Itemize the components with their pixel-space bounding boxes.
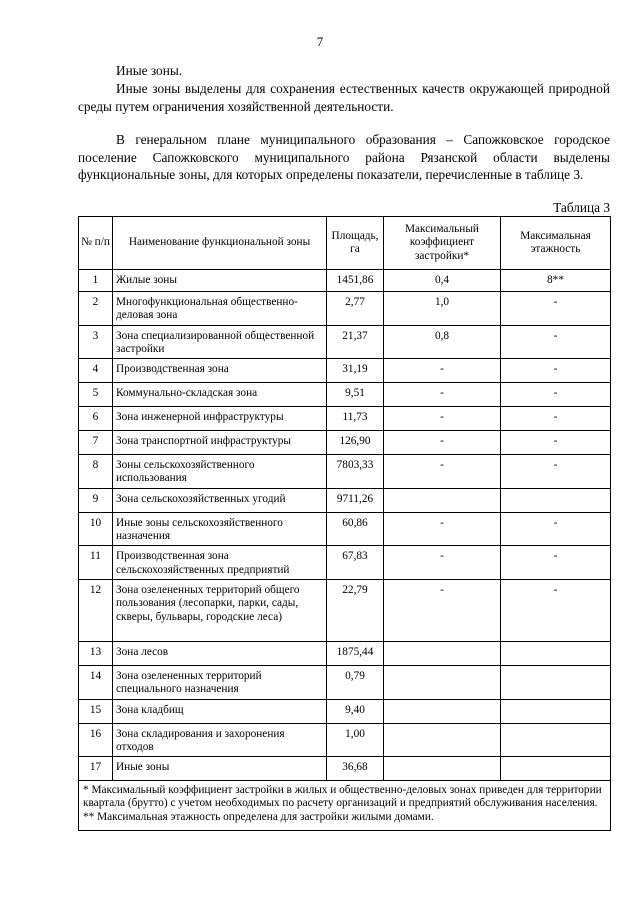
table-row bbox=[79, 383, 611, 407]
table-row bbox=[79, 699, 611, 723]
table-row bbox=[79, 325, 611, 359]
zone-name: Производственная зона сельскохозяйственных предприятий bbox=[113, 546, 327, 580]
zone-floors: 8** bbox=[501, 270, 611, 292]
row-number: 16 bbox=[79, 723, 113, 757]
zone-area: 1,00 bbox=[327, 723, 384, 757]
table-row bbox=[79, 723, 611, 757]
zone-floors bbox=[501, 723, 611, 757]
row-number: 10 bbox=[79, 512, 113, 546]
zone-floors: - bbox=[501, 431, 611, 455]
zone-floors bbox=[501, 641, 611, 665]
zone-area: 9,40 bbox=[327, 699, 384, 723]
zone-floors: - bbox=[501, 383, 611, 407]
zone-coefficient bbox=[384, 699, 501, 723]
zone-area: 67,83 bbox=[327, 546, 384, 580]
table-row bbox=[79, 579, 611, 641]
row-number: 4 bbox=[79, 359, 113, 383]
zone-name: Зона транспортной инфраструктуры bbox=[113, 431, 327, 455]
table-row bbox=[79, 665, 611, 699]
row-number: 8 bbox=[79, 455, 113, 489]
zone-coefficient bbox=[384, 723, 501, 757]
table-row bbox=[79, 512, 611, 546]
zone-floors: - bbox=[501, 359, 611, 383]
zone-name: Зона озелененных территорий общего пользования (лесопарки, парки, сады, скверы, бульвары, городские леса) bbox=[113, 579, 327, 641]
table-notes bbox=[79, 781, 611, 831]
zone-area: 2,77 bbox=[327, 292, 384, 326]
zone-floors bbox=[501, 488, 611, 512]
row-number: 6 bbox=[79, 407, 113, 431]
table-row bbox=[79, 431, 611, 455]
table-notes-row bbox=[79, 781, 611, 831]
zone-name: Иные зоны сельскохозяйственного назначения bbox=[113, 512, 327, 546]
zone-area: 31,19 bbox=[327, 359, 384, 383]
zone-coefficient: - bbox=[384, 512, 501, 546]
note-floors: ** Максимальная этажность определена для застройки жилыми домами. bbox=[83, 810, 434, 823]
zone-floors: - bbox=[501, 325, 611, 359]
zone-area: 126,90 bbox=[327, 431, 384, 455]
zone-coefficient: - bbox=[384, 546, 501, 580]
zone-name: Зоны сельскохозяйственного использования bbox=[113, 455, 327, 489]
table-row bbox=[79, 546, 611, 580]
zone-coefficient: 0,4 bbox=[384, 270, 501, 292]
row-number: 1 bbox=[79, 270, 113, 292]
page-number: 7 bbox=[316, 34, 324, 49]
row-number: 13 bbox=[79, 641, 113, 665]
zone-coefficient bbox=[384, 757, 501, 781]
row-number: 14 bbox=[79, 665, 113, 699]
zone-coefficient: 0,8 bbox=[384, 325, 501, 359]
table-row bbox=[79, 292, 611, 326]
row-number: 12 bbox=[79, 579, 113, 641]
table-header-row bbox=[79, 217, 611, 270]
zone-coefficient bbox=[384, 641, 501, 665]
zone-name: Жилые зоны bbox=[113, 270, 327, 292]
zone-name: Зона сельскохозяйственных угодий bbox=[113, 488, 327, 512]
zone-name: Зона специализированной общественной застройки bbox=[113, 325, 327, 359]
zone-floors bbox=[501, 757, 611, 781]
header-max-coefficient: Максимальный коэффициент застройки* bbox=[384, 217, 501, 270]
zone-floors bbox=[501, 699, 611, 723]
zone-coefficient: - bbox=[384, 359, 501, 383]
zone-name: Зона инженерной инфраструктуры bbox=[113, 407, 327, 431]
table-row bbox=[79, 488, 611, 512]
table-row bbox=[79, 455, 611, 489]
zone-floors: - bbox=[501, 407, 611, 431]
table-caption: Таблица 3 bbox=[553, 200, 610, 215]
zone-coefficient: - bbox=[384, 431, 501, 455]
zone-name: Иные зоны bbox=[113, 757, 327, 781]
row-number: 11 bbox=[79, 546, 113, 580]
zone-floors: - bbox=[501, 546, 611, 580]
row-number: 2 bbox=[79, 292, 113, 326]
zone-coefficient bbox=[384, 488, 501, 512]
table-row bbox=[79, 641, 611, 665]
functional-zones-table bbox=[78, 216, 611, 831]
zone-floors: - bbox=[501, 512, 611, 546]
zone-area: 9711,26 bbox=[327, 488, 384, 512]
row-number: 7 bbox=[79, 431, 113, 455]
zone-area: 1875,44 bbox=[327, 641, 384, 665]
zone-floors bbox=[501, 665, 611, 699]
row-number: 3 bbox=[79, 325, 113, 359]
zone-name: Зона лесов bbox=[113, 641, 327, 665]
header-zone-name: Наименование функциональной зоны bbox=[113, 217, 327, 270]
zone-area: 11,73 bbox=[327, 407, 384, 431]
zone-coefficient: - bbox=[384, 579, 501, 641]
header-max-floors: Максимальная этажность bbox=[501, 217, 611, 270]
zone-name: Зона кладбищ bbox=[113, 699, 327, 723]
zone-coefficient: - bbox=[384, 455, 501, 489]
zone-coefficient bbox=[384, 665, 501, 699]
zone-area: 7803,33 bbox=[327, 455, 384, 489]
zone-area: 36,68 bbox=[327, 757, 384, 781]
zone-area: 0,79 bbox=[327, 665, 384, 699]
row-number: 5 bbox=[79, 383, 113, 407]
zone-floors: - bbox=[501, 579, 611, 641]
zone-name: Производственная зона bbox=[113, 359, 327, 383]
zone-area: 9,51 bbox=[327, 383, 384, 407]
zone-floors: - bbox=[501, 292, 611, 326]
table-row bbox=[79, 359, 611, 383]
note-coefficient: * Максимальный коэффициент застройки в жилых и общественно-деловых зонах приведен для территории квартала (брутто) с учетом необходимых по расчету организаций и предприятий обслуживания населения. bbox=[83, 784, 602, 810]
row-number: 15 bbox=[79, 699, 113, 723]
zone-coefficient: - bbox=[384, 407, 501, 431]
zone-name: Коммунально-складская зона bbox=[113, 383, 327, 407]
zone-name: Многофункциональная общественно-деловая зона bbox=[113, 292, 327, 326]
zone-name: Зона озелененных территорий специального назначения bbox=[113, 665, 327, 699]
zone-area: 60,86 bbox=[327, 512, 384, 546]
zone-floors: - bbox=[501, 455, 611, 489]
header-area: Площадь, га bbox=[327, 217, 384, 270]
paragraph-other-zones-description: Иные зоны выделены для сохранения естественных качеств окружающей природной среды путем ограничения хозяйственной деятельности. bbox=[78, 81, 610, 114]
header-num: № п/п bbox=[79, 217, 113, 270]
paragraph-other-zones-heading: Иные зоны. bbox=[116, 63, 183, 78]
zone-area: 21,37 bbox=[327, 325, 384, 359]
table-row bbox=[79, 757, 611, 781]
row-number: 9 bbox=[79, 488, 113, 512]
table-row bbox=[79, 270, 611, 292]
table-row bbox=[79, 407, 611, 431]
zone-area: 22,79 bbox=[327, 579, 384, 641]
row-number: 17 bbox=[79, 757, 113, 781]
paragraph-general-plan: В генеральном плане муниципального образования – Сапожковское городское поселение Сапожковского муниципального района Рязанской области выделены функциональные зоны, для которых определены показатели, перечисленные в таблице 3. bbox=[78, 132, 610, 182]
zone-coefficient: 1,0 bbox=[384, 292, 501, 326]
zone-coefficient: - bbox=[384, 383, 501, 407]
zone-name: Зона складирования и захоронения отходов bbox=[113, 723, 327, 757]
zone-area: 1451,86 bbox=[327, 270, 384, 292]
